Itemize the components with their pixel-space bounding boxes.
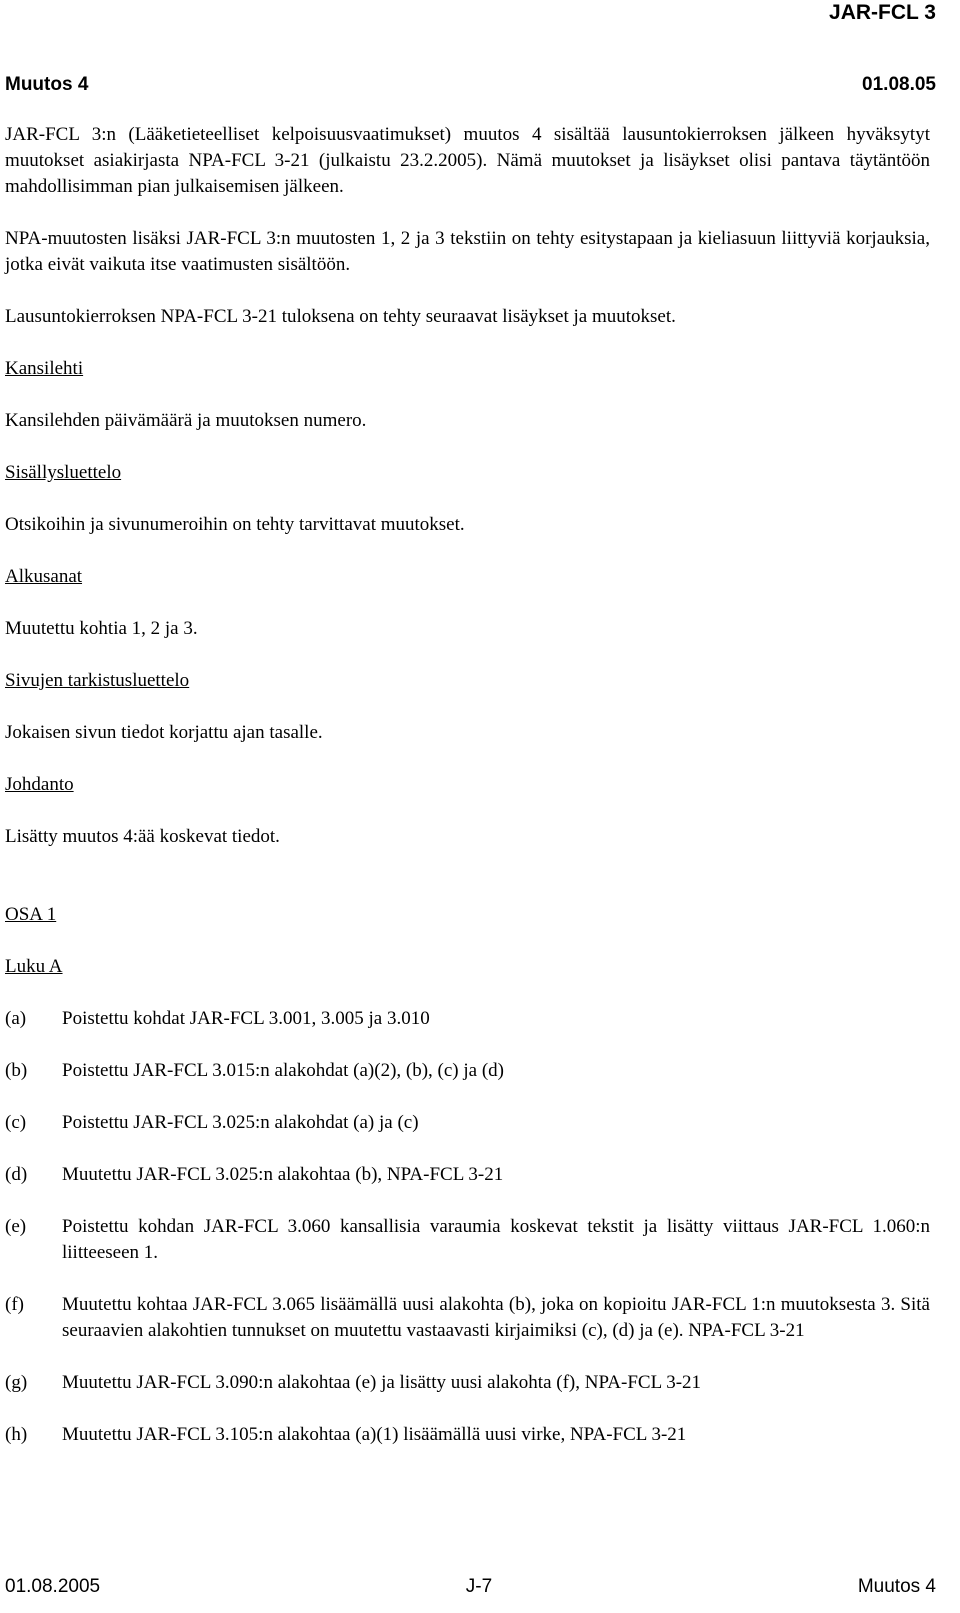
footer-date: 01.08.2005 <box>5 1576 101 1597</box>
section-text: Kansilehden päivämäärä ja muutoksen numero. <box>5 410 367 431</box>
list-item-text: Muutettu JAR-FCL 3.105:n alakohtaa (a)(1) lisäämällä uusi virke, NPA-FCL 3-21 <box>62 1424 687 1445</box>
amendment-date: 01.08.05 <box>862 74 936 95</box>
intro-paragraph: JAR-FCL 3:n (Lääketieteelliset kelpoisuusvaatimukset) muutos 4 sisältää lausuntokierroksen jälkeen hyväksytyt muutokset asiakirjasta NPA-FCL 3-21 (julkaistu 23.2.2005). Nämä muutokset ja lisäykset olisi pantava täytäntöön mahdollisimman pian julkaisemisen jälkeen. <box>5 124 930 197</box>
section-heading: Johdanto <box>5 774 74 795</box>
list-item <box>5 1110 930 1136</box>
section-text: Jokaisen sivun tiedot korjattu ajan tasalle. <box>5 722 323 743</box>
list-item-label: (h) <box>5 1424 28 1445</box>
list-item <box>5 1162 930 1188</box>
list-item-label: (f) <box>5 1294 24 1315</box>
intro-paragraph: Lausuntokierroksen NPA-FCL 3-21 tuloksena on tehty seuraavat lisäykset ja muutokset. <box>5 306 676 327</box>
page-number: J-7 <box>465 1576 493 1597</box>
list-item-text: Muutettu JAR-FCL 3.025:n alakohtaa (b), NPA-FCL 3-21 <box>62 1164 504 1185</box>
list-item <box>5 1214 930 1266</box>
part-heading: OSA 1 <box>5 904 57 925</box>
amendment-list <box>5 1006 930 1448</box>
list-item-label: (d) <box>5 1164 28 1185</box>
amendment-title: Muutos 4 <box>5 74 89 95</box>
document-body <box>5 122 930 1474</box>
section-text: Otsikoihin ja sivunumeroihin on tehty tarvittavat muutokset. <box>5 514 465 535</box>
list-item-label: (b) <box>5 1060 28 1081</box>
list-item-text: Poistettu JAR-FCL 3.025:n alakohdat (a) ja (c) <box>62 1112 419 1133</box>
amendment-header <box>5 72 936 98</box>
list-item-label: (a) <box>5 1008 27 1029</box>
chapter-heading: Luku A <box>5 956 63 977</box>
list-item-text: Poistettu kohdat JAR-FCL 3.001, 3.005 ja 3.010 <box>62 1008 430 1029</box>
list-item-text: Muutettu kohtaa JAR-FCL 3.065 lisäämällä uusi alakohta (b), joka on kopioitu JAR-FCL 1:n muutoksesta 3. Sitä seuraavien alakohtien tunnukset on muutettu vastaavasti kirjaimiksi (c), (d) ja (e). NPA-FCL 3-21 <box>62 1294 930 1341</box>
document-id: JAR-FCL 3 <box>829 1 936 24</box>
section-text: Muutettu kohtia 1, 2 ja 3. <box>5 618 198 639</box>
list-item-text: Poistettu JAR-FCL 3.015:n alakohdat (a)(2), (b), (c) ja (d) <box>62 1060 505 1081</box>
section-text: Lisätty muutos 4:ää koskevat tiedot. <box>5 826 280 847</box>
list-item <box>5 1058 930 1084</box>
section-heading: Sisällysluettelo <box>5 462 122 483</box>
list-item-label: (c) <box>5 1112 27 1133</box>
list-item <box>5 1292 930 1344</box>
footer-amendment: Muutos 4 <box>857 1576 936 1597</box>
page-footer <box>5 1574 936 1600</box>
intro-paragraph: NPA-muutosten lisäksi JAR-FCL 3:n muutosten 1, 2 ja 3 tekstiin on tehty esitystapaan ja kieliasuun liittyviä korjauksia, jotka eivät vaikuta itse vaatimusten sisältöön. <box>5 228 930 275</box>
list-item <box>5 1370 930 1396</box>
list-item-text: Poistettu kohdan JAR-FCL 3.060 kansallisia varaumia koskevat tekstit ja lisätty viittaus JAR-FCL 1.060:n liitteeseen 1. <box>62 1216 930 1263</box>
section-heading: Sivujen tarkistusluettelo <box>5 670 190 691</box>
list-item-text: Muutettu JAR-FCL 3.090:n alakohtaa (e) ja lisätty uusi alakohta (f), NPA-FCL 3-21 <box>62 1372 702 1393</box>
list-item <box>5 1422 930 1448</box>
list-item-label: (e) <box>5 1216 27 1237</box>
section-heading: Kansilehti <box>5 358 84 379</box>
list-item-label: (g) <box>5 1372 28 1393</box>
list-item <box>5 1006 930 1032</box>
section-heading: Alkusanat <box>5 566 83 587</box>
